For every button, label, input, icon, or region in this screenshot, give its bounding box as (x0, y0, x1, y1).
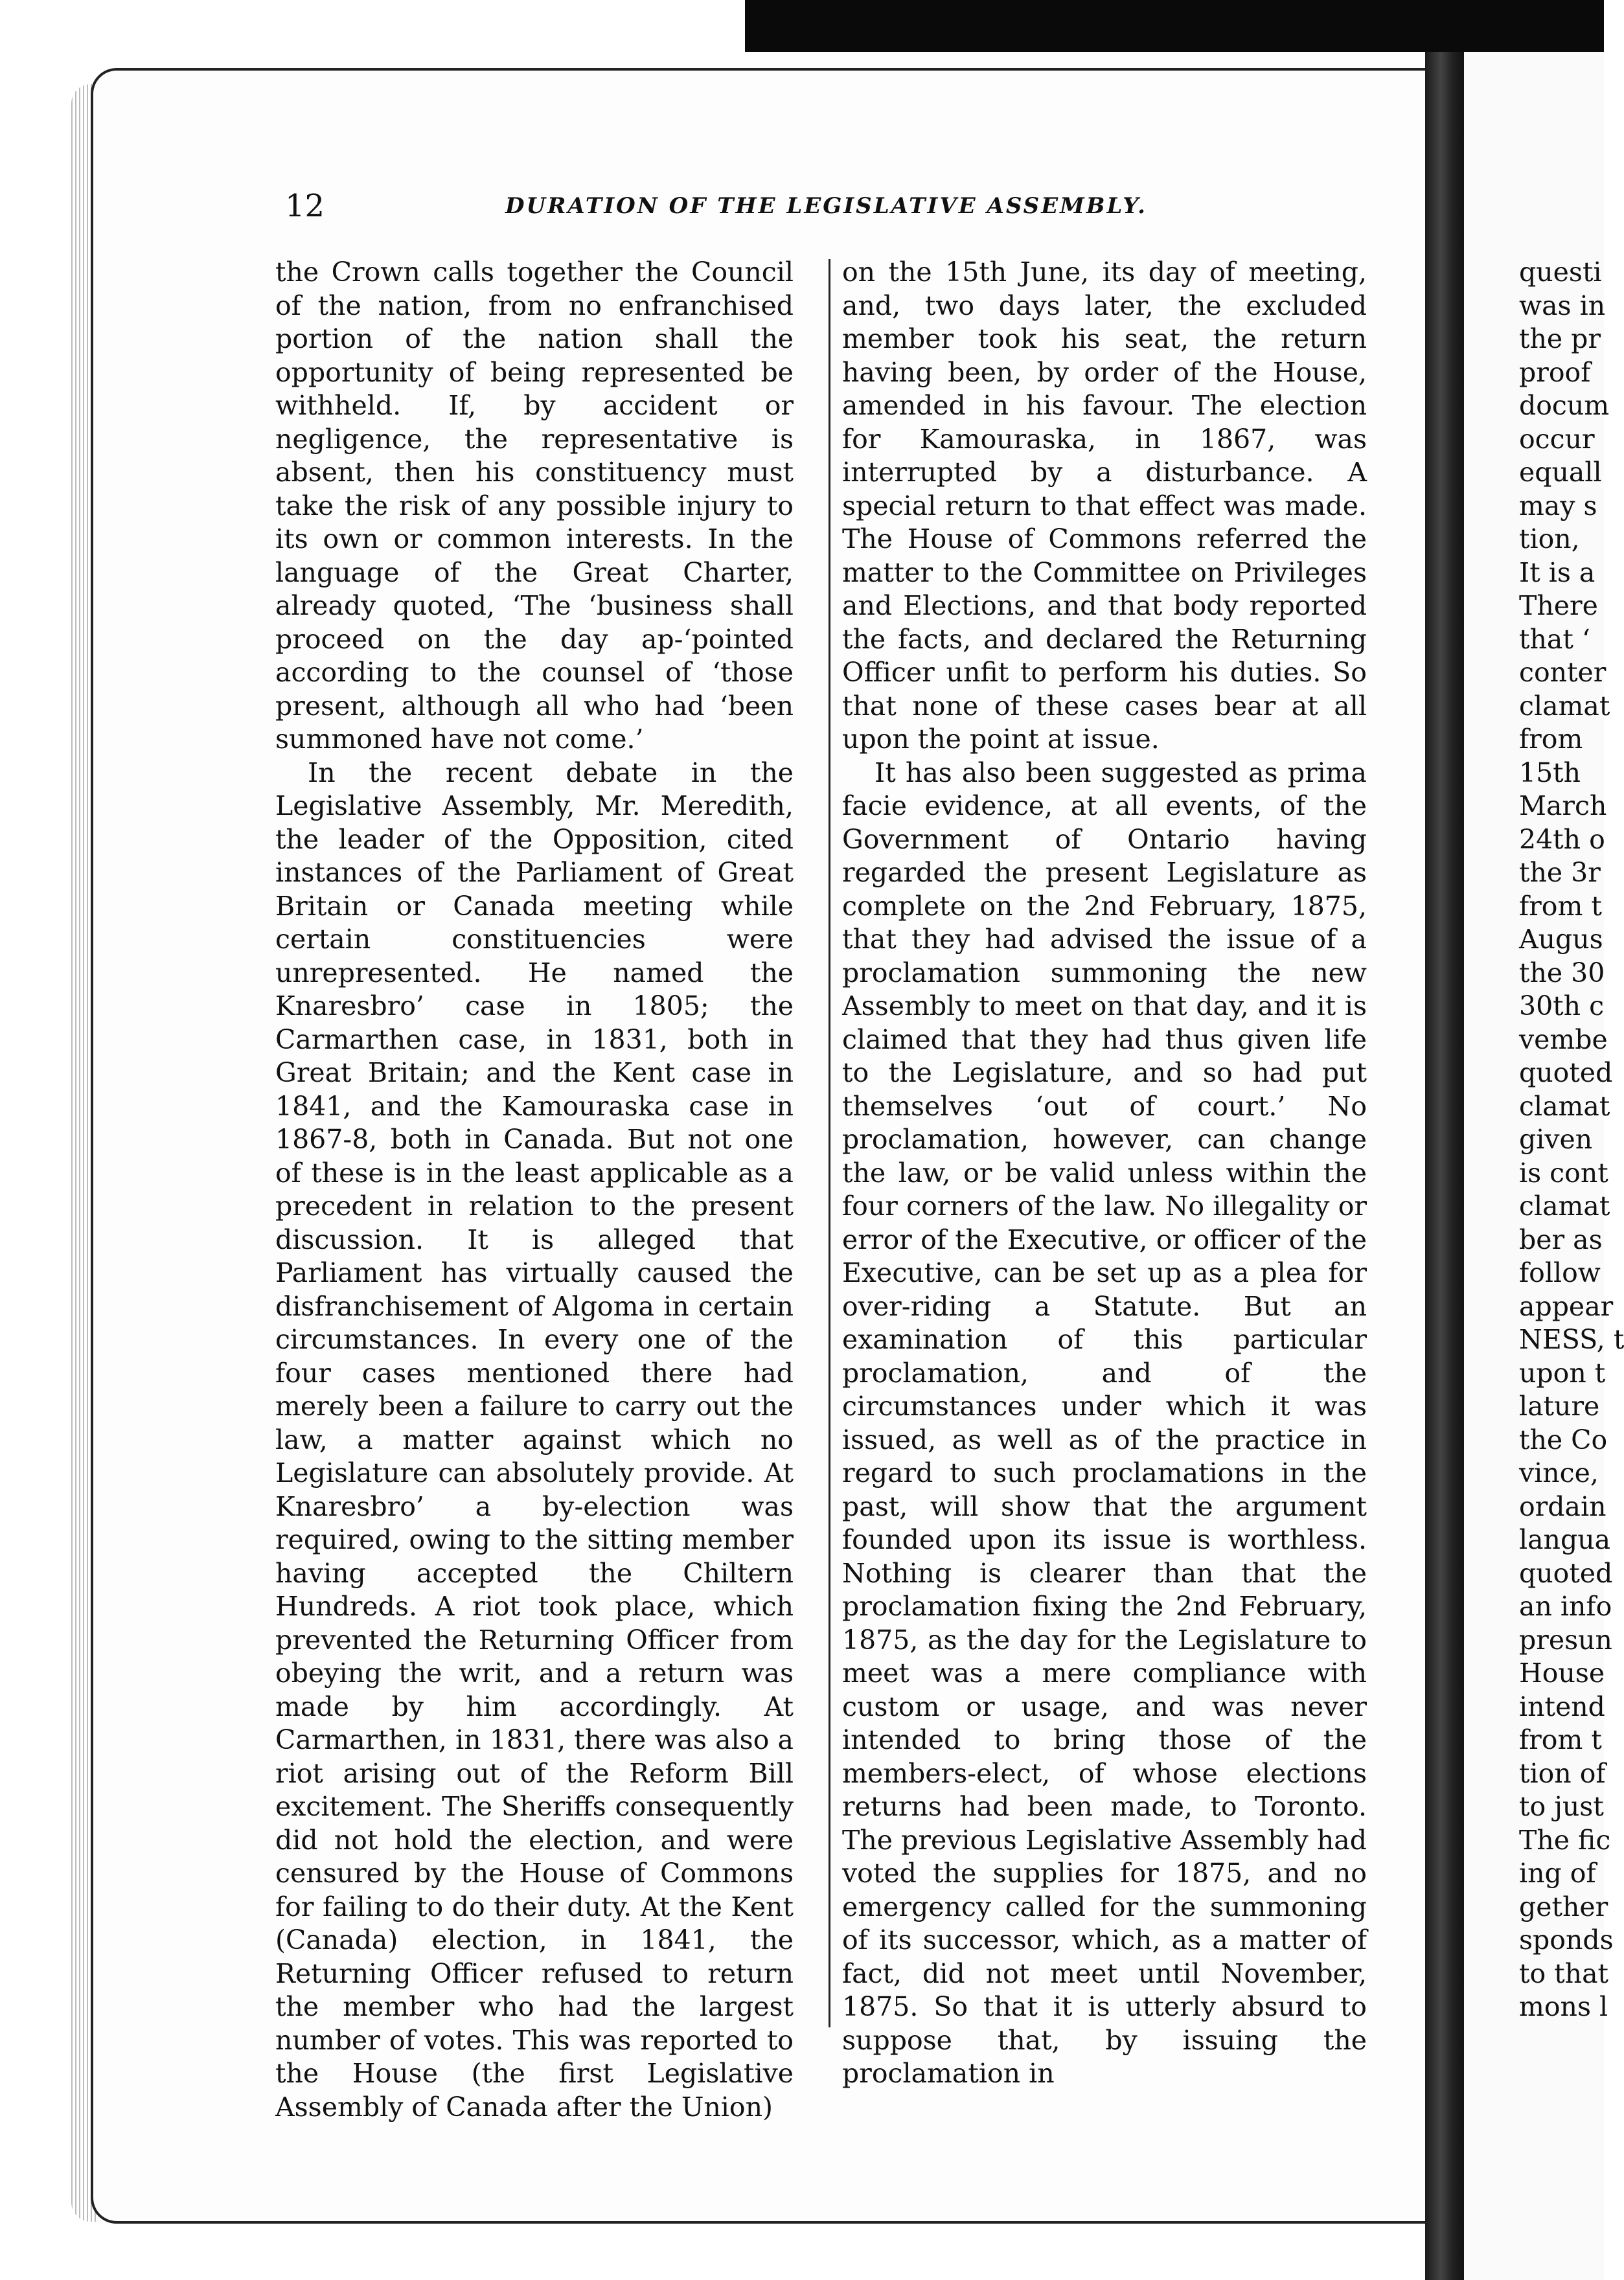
facing-page-line: the 30 (1519, 957, 1605, 988)
facing-page-line: 30th c (1519, 990, 1605, 1021)
facing-page-line: proof (1519, 356, 1591, 388)
facing-page-line: ing of (1519, 1858, 1596, 1889)
page-number: 12 (285, 188, 325, 224)
facing-page-line: to just (1519, 1791, 1604, 1822)
book-gutter (1425, 52, 1464, 2280)
facing-page-line: an info (1519, 1591, 1612, 1622)
page-header (285, 188, 1244, 240)
facing-page-line: House (1519, 1658, 1605, 1689)
scan-border-top-left (0, 0, 745, 52)
facing-page-line: mons l (1519, 1991, 1608, 2022)
facing-page-line: docum (1519, 390, 1610, 421)
facing-page-line: is cont (1519, 1157, 1608, 1189)
facing-page-line: presun (1519, 1624, 1612, 1656)
facing-page-line: appear (1519, 1290, 1614, 1322)
facing-page-line: langua (1519, 1524, 1611, 1555)
facing-page-line: March (1519, 790, 1607, 821)
facing-page-line: quoted (1519, 1057, 1613, 1088)
facing-page-line: 15th (1519, 757, 1581, 788)
facing-page-line: was in (1519, 290, 1606, 321)
facing-page-line: equall (1519, 457, 1602, 488)
facing-page-line: the pr (1519, 323, 1601, 354)
facing-page-line: from t (1519, 890, 1602, 922)
facing-page-line: lature (1519, 1391, 1600, 1422)
facing-page-line: gether (1519, 1891, 1608, 1922)
facing-page-line: questi (1519, 256, 1602, 288)
facing-page-line: follow (1519, 1257, 1601, 1288)
facing-page-line: ordain (1519, 1490, 1607, 1522)
facing-page-line: NESS, t (1519, 1324, 1624, 1355)
facing-page-line: tion, (1519, 523, 1580, 554)
paragraph: In the recent debate in the Legislative Assembly, Mr. Meredith, the leader of the Opposition, cited instances of the Parliament of Great Britain or Canada meeting while certain constituencies were unrepresented. He named the Knaresbro’ case in 1805; the Carmarthen case, in 1831, both in Great Britain; and the Kent case in 1841, and the Kamouraska case in 1867-8, both in Canada. But not one of these is in the least applicable as a precedent in relation to the present discussion. It is alleged that Parliament has virtually caused the disfranchisement of Algoma in certain circumstances. In every one of the four cases mentioned there had merely been a failure to carry out the law, a matter against which no Legislature can absolutely provide. At Knaresbro’ a by-election was required, owing to the sitting member having accepted the Chiltern Hundreds. A riot took place, which prevented the Returning Officer from obeying the writ, and a return was made by him accordingly. At Carmarthen, in 1831, there was also a riot arising out of the Reform Bill excitement. The Sheriffs consequently did not hold the election, and were censured by the House of Commons for failing to do their duty. At the Kent (Canada) election, in 1841, the Returning Officer refused to return the member who had the largest number of votes. This was reported to the House (the first Legislative Assembly of Canada after the Union) (275, 757, 794, 2123)
facing-page-line: sponds (1519, 1924, 1614, 1955)
left-column (275, 256, 794, 2124)
facing-page-line: clamat (1519, 1090, 1610, 1122)
facing-page-line: the 3r (1519, 857, 1601, 888)
facing-page-line: given (1519, 1124, 1593, 1155)
facing-page-line: Augus (1519, 924, 1603, 955)
facing-page-line: There (1519, 590, 1598, 621)
facing-page-line: It is a (1519, 556, 1595, 588)
paragraph: the Crown calls together the Council of the nation, from no enfranchised portion of the nation shall the opportunity of being represented be withheld. If, by accident or negligence, the representative is absent, then his constituency must take the risk of any possible injury to its own or common interests. In the language of the Great Charter, already quoted, ‘The ‘business shall proceed on the day ap-‘pointed according to the counsel of ‘those present, although all who had ‘been summoned have not come.’ (275, 256, 794, 755)
facing-page-line: the Co (1519, 1424, 1608, 1455)
facing-page-line: may s (1519, 490, 1597, 521)
facing-page-line: from t (1519, 1724, 1602, 1755)
facing-page-line: to that (1519, 1957, 1608, 1989)
facing-page-line: The fic (1519, 1824, 1611, 1856)
running-title: DURATION OF THE LEGISLATIVE ASSEMBLY. (505, 193, 1147, 219)
facing-page-line: conter (1519, 657, 1607, 688)
paragraph: on the 15th June, its day of meeting, and, two days later, the excluded member took his seat, the return having been, by order of the House, amended in his favour. The election for Kamouraska, in 1867, was interrupted by a disturbance. A special return to that effect was made. The House of Commons referred the matter to the Committee on Privileges and Elections, and that body reported the facts, and declared the Returning Officer unfit to perform his duties. So that none of these cases bear at all upon the point at issue. (842, 256, 1367, 755)
facing-page-line: occur (1519, 423, 1595, 455)
facing-page-line: that ‘ (1519, 623, 1590, 655)
facing-page-line: vembe (1519, 1023, 1608, 1055)
facing-page-line: 24th o (1519, 823, 1605, 855)
facing-page-line: clamat (1519, 1191, 1610, 1222)
paragraph: It has also been suggested as prima facie evidence, at all events, of the Government of Ontario having regarded the present Legislature as complete on the 2nd February, 1875, that they had advised the issue of a proclamation summoning the new Assembly to meet on that day, and it is claimed that they had thus given life to the Legislature, and so had put themselves ‘out of court.’ No proclamation, however, can change the law, or be valid unless within the four corners of the law. No illegality or error of the Executive, or officer of the Executive, can be set up as a plea for over-riding a Statute. But an examination of this particular proclamation, and of the circumstances under which it was issued, as well as of the practice in regard to such proclamations in the past, will show that the argument founded upon its issue is worthless. Nothing is clearer than that the proclamation fixing the 2nd February, 1875, as the day for the Legislature to meet was a mere compliance with custom or usage, and was never intended to bring those of the members-elect, of whose elections returns had been made, to Toronto. The previous Legislative Assembly had voted the supplies for 1875, and no emergency called for the summoning of its successor, which, as a matter of fact, did not meet until November, 1875. So that it is utterly absurd to suppose that, by issuing the proclamation in (842, 757, 1367, 2089)
facing-page-line: ber as (1519, 1224, 1603, 1255)
facing-page-line: quoted (1519, 1557, 1613, 1589)
facing-page-line: vince, (1519, 1457, 1599, 1488)
right-column (842, 256, 1367, 2091)
facing-page-line: from (1519, 724, 1583, 755)
facing-page-line: intend (1519, 1691, 1605, 1722)
facing-page-line: clamat (1519, 690, 1610, 722)
facing-page-text (1519, 256, 1624, 2024)
column-divider (829, 259, 830, 2027)
facing-page-line: upon t (1519, 1357, 1606, 1389)
facing-page-line: tion of (1519, 1757, 1606, 1789)
